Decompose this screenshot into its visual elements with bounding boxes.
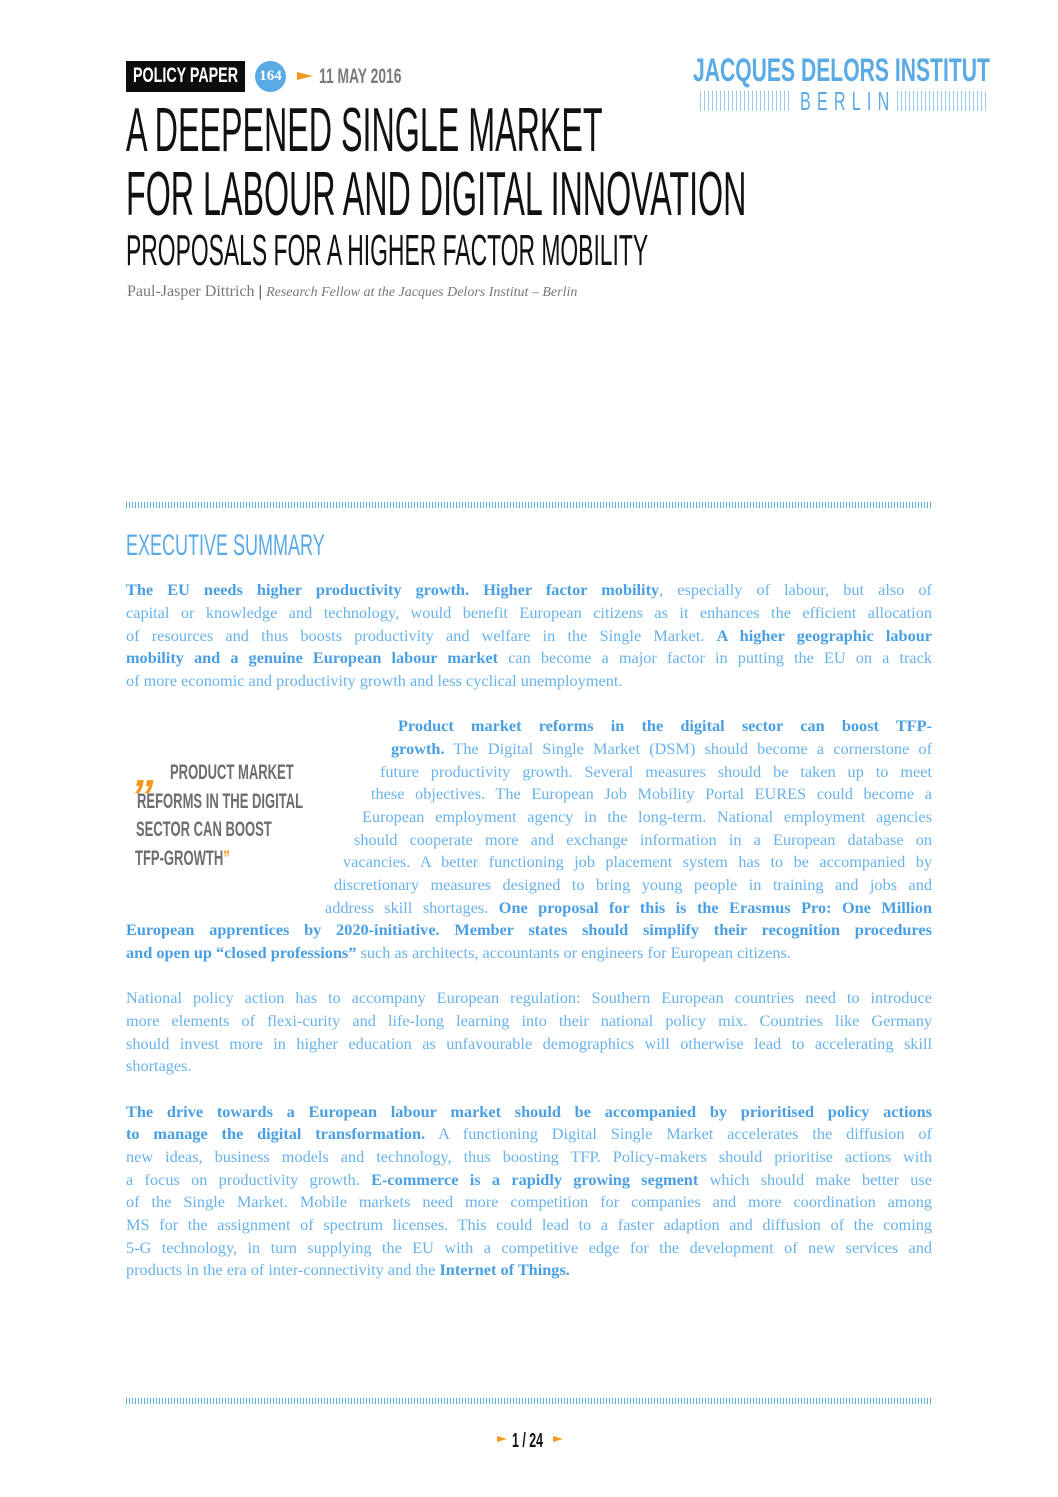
quote-close-icon: ” [223,847,230,870]
paragraph-line [325,898,932,918]
text: of resources and thus boosts productivity and welfare in the Single Market. [126,626,717,645]
text: future productivity growth. Several measures should be taken up to meet [380,762,932,781]
text: discretionary measures designed to bring young people in training and jobs and [334,875,932,894]
logo-name: JACQUES DELORS INSTITUT [693,52,990,88]
text: MS for the assignment of spectrum licenses. This could lead to a faster adaption and diffusion of the coming [126,1215,932,1234]
dotted-divider-top [126,502,933,508]
paragraph-line [126,1147,932,1167]
arrow-icon [297,72,313,80]
text: European employment agency in the long-term. National employment agencies [362,807,932,826]
bold-text: A higher geographic labour [716,626,932,645]
bold-text: E-commerce is a rapidly growing segment [371,1170,699,1189]
text: address skill shortages. [325,898,499,917]
author-separator: | [258,283,263,300]
text: should cooperate more and exchange information in a European database on [354,830,932,849]
section-heading: EXECUTIVE SUMMARY [126,529,325,562]
bold-text: The drive towards a European labour market should be accompanied by prioritised policy actions [126,1102,932,1121]
text: , especially of labour, but also of [659,580,932,599]
text: products in the era of inter-connectivity and the [126,1260,440,1279]
author-line [127,283,577,301]
author-role: Research Fellow at the Jacques Delors Institut – Berlin [266,285,578,300]
text: new ideas, business models and technology, thus boosting TFP. Policy-makers should prioritise actions with [126,1147,932,1166]
pull-quote-line: SECTOR CAN BOOST [136,818,272,841]
paragraph-line [126,580,932,600]
paragraph-line [398,716,932,736]
pull-quote-text: TFP-GROWTH [135,847,224,870]
text: more elements of flexi-curity and life-long learning into their national policy mix. Countries like Germany [126,1011,932,1030]
paragraph-line [343,852,932,872]
paragraph-line [126,943,932,963]
paragraph-line [126,1124,932,1144]
pull-quote-line: PRODUCT MARKET [170,761,294,784]
paragraph-line [354,830,932,850]
text: of more economic and productivity growth and less cyclical unemployment. [126,671,623,690]
arrow-icon [553,1436,563,1442]
page-number: 1 / 24 [512,1430,544,1452]
paragraph-line [126,626,932,646]
paragraph-line [126,1238,932,1258]
title-line-2: FOR LABOUR AND DIGITAL INNOVATION [126,160,747,229]
paragraph-line [126,1102,932,1122]
paragraph-line [126,1215,932,1235]
text: which should make better use [698,1170,933,1189]
bold-text: Internet of Things. [439,1260,570,1279]
text: can become a major factor in putting the EU on a track [498,648,932,667]
issue-number-badge: 164 [255,61,286,92]
arrow-icon [497,1436,507,1442]
paragraph-line [391,739,932,759]
text: vacancies. A better functioning job placement system has to be accompanied by [343,852,932,871]
text: shortages. [126,1056,192,1075]
bold-text: One proposal for this is the Erasmus Pro: One Million [498,898,932,917]
bold-text: and open up “closed professions” [126,943,357,962]
paragraph-line [126,1192,932,1212]
bold-text: growth. [391,739,445,758]
paragraph-line [126,1011,932,1031]
bold-text: Product market reforms in the digital sector can boost TFP- [398,716,932,735]
paragraph-line [126,671,932,691]
paragraph-line [126,988,932,1008]
text: of the Single Market. Mobile markets need more competition for companies and more coordination among [126,1192,932,1211]
bold-text: The EU needs higher productivity growth. Higher factor mobility [126,580,660,599]
paragraph-line [126,920,932,940]
paragraph-line [380,762,932,782]
bold-text: mobility and a genuine European labour market [126,648,499,667]
title-line-1: A DEEPENED SINGLE MARKET [126,96,603,165]
text: these objectives. The European Job Mobility Portal EURES could become a [371,784,932,803]
bold-text: to manage the digital transformation. [126,1124,426,1143]
logo-ticks-left [700,91,792,111]
text: National policy action has to accompany European regulation: Southern European countries need to introduce [126,988,932,1007]
paragraph-line [126,1170,932,1190]
text: such as architects, accountants or engineers for European citizens. [356,943,791,962]
paragraph-line [126,603,932,623]
series-label: POLICY PAPER [133,64,239,87]
paragraph-line [371,784,932,804]
bold-text: European apprentices by 2020-initiative. Member states should simplify their recognition procedures [126,920,932,939]
text: a focus on productivity growth. [126,1170,372,1189]
paragraph-line [126,1056,932,1076]
policy-paper-label [126,61,245,92]
dotted-divider-bottom [126,1398,933,1404]
paragraph-line [126,1260,932,1280]
logo-city: BERLIN [800,86,896,116]
paragraph-line [126,1034,932,1054]
logo-ticks-right [897,91,989,111]
subtitle: PROPOSALS FOR A HIGHER FACTOR MOBILITY [126,226,649,275]
text: should invest more in higher education as unfavourable demographics will otherwise lead to accelerating skill [126,1034,932,1053]
text: 5-G technology, in turn supplying the EU with a competitive edge for the development of new services and [126,1238,932,1257]
publication-date: 11 MAY 2016 [319,65,402,88]
text: A functioning Digital Single Market accelerates the diffusion of [425,1124,932,1143]
text: capital or knowledge and technology, would benefit European citizens as it enhances the efficient allocation [126,603,932,622]
paragraph-line [362,807,932,827]
text: The Digital Single Market (DSM) should become a cornerstone of [444,739,932,758]
quote-open-icon: „ [135,744,158,796]
paragraph-line [126,648,932,668]
pull-quote-line: REFORMS IN THE DIGITAL [137,790,304,813]
paragraph-line [334,875,932,895]
author-name: Paul-Jasper Dittrich [127,283,255,300]
pull-quote-line [135,847,230,871]
